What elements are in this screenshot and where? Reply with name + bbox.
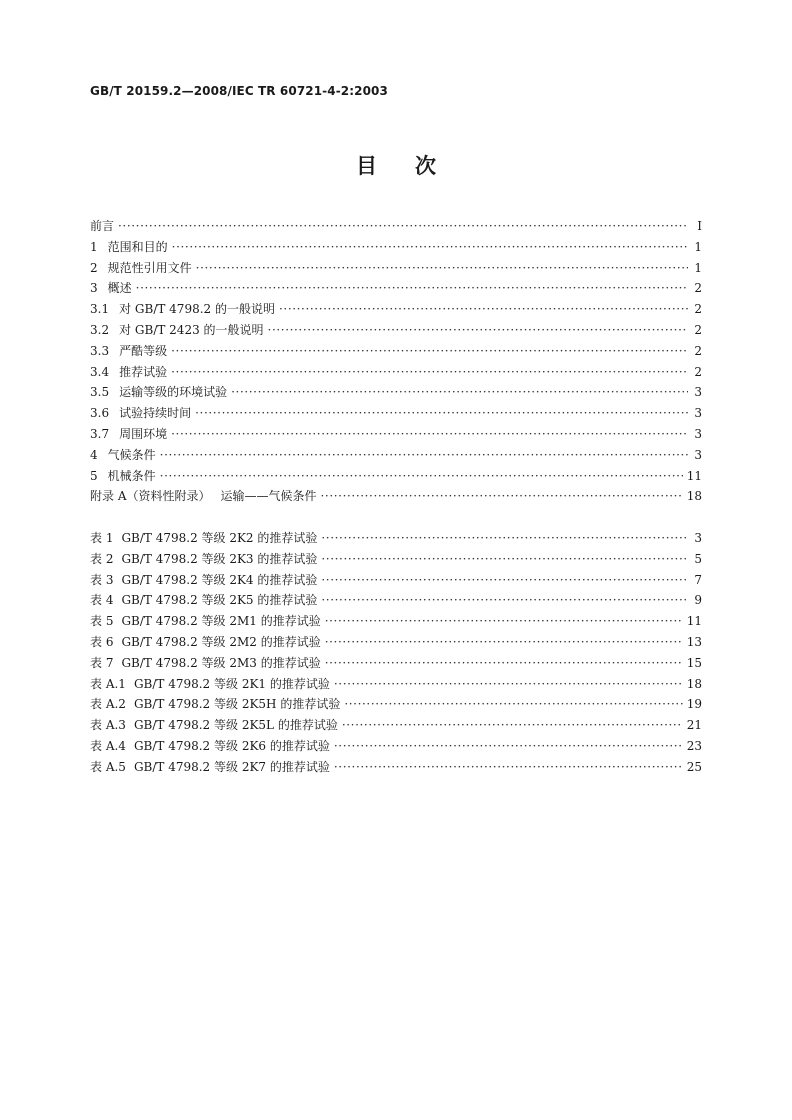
dot-leader	[118, 219, 688, 233]
entry-page-number: 23	[686, 738, 702, 753]
toc-entry[interactable]	[90, 300, 702, 321]
table-entry[interactable]	[90, 612, 702, 633]
toc-entry[interactable]	[90, 363, 702, 384]
entry-number: 表 2	[90, 551, 114, 566]
table-entry[interactable]	[90, 716, 702, 737]
entry-title: 气候条件	[107, 447, 156, 462]
entry-number: 表 5	[90, 614, 114, 629]
entry-page-number: 2	[694, 322, 702, 337]
dot-leader	[160, 448, 688, 462]
entry-number: 3.4	[90, 364, 110, 379]
entry-number: 表 A.3	[90, 718, 126, 733]
list-of-tables	[90, 529, 702, 779]
dot-leader	[171, 344, 688, 358]
entry-title: 规范性引用文件	[107, 260, 192, 275]
entry-title: GB/T 4798.2 等级 2M2 的推荐试验	[121, 634, 321, 649]
entry-page-number: 3	[694, 447, 702, 462]
entry-title: 推荐试验	[119, 364, 168, 379]
entry-title: GB/T 4798.2 等级 2K2 的推荐试验	[121, 531, 318, 545]
toc-entry[interactable]	[90, 425, 702, 446]
entry-number: 3.2	[90, 322, 110, 337]
entry-page-number: Ⅰ	[697, 219, 702, 233]
entry-page-number: 9	[694, 593, 702, 608]
table-entry[interactable]	[90, 591, 702, 612]
entry-title: 机械条件	[107, 468, 156, 483]
toc-entry[interactable]	[90, 342, 702, 363]
toc-entry[interactable]	[90, 383, 702, 404]
entry-number: 表 1	[90, 531, 114, 545]
entry-title: GB/T 4798.2 等级 2K6 的推荐试验	[133, 738, 330, 753]
entry-page-number: 13	[686, 634, 702, 649]
dot-leader	[231, 385, 688, 399]
entry-title: GB/T 4798.2 等级 2K5 的推荐试验	[121, 593, 318, 608]
dot-leader	[321, 593, 688, 607]
table-entry[interactable]	[90, 529, 702, 550]
entry-title: 严酷等级	[119, 343, 168, 358]
entry-page-number: 3	[694, 385, 702, 400]
entry-number: 3.3	[90, 343, 110, 358]
dot-leader	[171, 365, 688, 379]
dot-leader	[325, 656, 683, 670]
dot-leader	[279, 302, 688, 316]
toc-entry[interactable]	[90, 279, 702, 300]
entry-number: 4	[90, 447, 98, 462]
entry-page-number: 11	[686, 614, 702, 629]
toc-entry[interactable]	[90, 217, 702, 238]
page-title: 目次	[356, 154, 474, 178]
entry-title: 对 GB/T 2423 的一般说明	[119, 322, 264, 337]
entry-number: 3	[90, 281, 98, 296]
dot-leader	[321, 489, 683, 503]
entry-page-number: 21	[686, 718, 702, 733]
entry-number: 表 A.1	[90, 676, 126, 691]
entry-page-number: 2	[694, 281, 702, 296]
entry-page-number: 2	[694, 343, 702, 358]
table-entry[interactable]	[90, 675, 702, 696]
entry-page-number: 2	[694, 302, 702, 317]
entry-page-number: 11	[686, 468, 702, 483]
entry-page-number: 18	[686, 676, 702, 691]
entry-title: 试验持续时间	[119, 406, 192, 421]
dot-leader	[136, 281, 688, 295]
table-entry[interactable]	[90, 571, 702, 592]
entry-number: 3.1	[90, 302, 110, 317]
entry-number: 5	[90, 468, 98, 483]
entry-number: 2	[90, 260, 98, 275]
dot-leader	[321, 573, 688, 587]
toc-entry[interactable]	[90, 404, 702, 425]
document-id-header: GB/T 20159.2—2008/IEC TR 60721-4-2:2003	[90, 84, 388, 98]
entry-number: 1	[90, 239, 98, 254]
entry-title: GB/T 4798.2 等级 2K5L 的推荐试验	[133, 718, 338, 733]
entry-title: 运输——气候条件	[220, 489, 317, 504]
entry-page-number: 3	[694, 406, 702, 421]
toc-entry[interactable]	[90, 238, 702, 259]
dot-leader	[325, 614, 683, 628]
table-entry[interactable]	[90, 633, 702, 654]
entry-page-number: 2	[694, 364, 702, 379]
toc-entry[interactable]	[90, 321, 702, 342]
toc-entry[interactable]	[90, 446, 702, 467]
entry-number: 表 4	[90, 593, 114, 608]
table-of-contents	[90, 217, 702, 508]
entry-page-number: 1	[694, 239, 702, 254]
entry-page-number: 25	[686, 759, 702, 774]
dot-leader	[172, 240, 688, 254]
dot-leader	[334, 760, 683, 774]
entry-title: GB/T 4798.2 等级 2K4 的推荐试验	[121, 572, 318, 587]
toc-entry[interactable]	[90, 259, 702, 280]
entry-number: 3.6	[90, 406, 110, 421]
entry-number: 表 A.2	[90, 697, 126, 712]
table-entry[interactable]	[90, 737, 702, 758]
entry-title: GB/T 4798.2 等级 2M1 的推荐试验	[121, 614, 321, 629]
entry-title: 运输等级的环境试验	[119, 385, 228, 400]
entry-number: 3.7	[90, 426, 110, 441]
dot-leader	[171, 427, 688, 441]
dot-leader	[344, 697, 682, 711]
entry-title: GB/T 4798.2 等级 2M3 的推荐试验	[121, 655, 321, 670]
entry-title: GB/T 4798.2 等级 2K7 的推荐试验	[133, 759, 330, 774]
entry-number: 表 6	[90, 634, 114, 649]
entry-title: 概述	[107, 281, 132, 296]
entry-number: 前言	[90, 219, 115, 233]
dot-leader	[195, 406, 688, 420]
entry-page-number: 7	[694, 572, 702, 587]
entry-page-number: 15	[686, 655, 702, 670]
entry-page-number: 3	[694, 531, 702, 545]
entry-title: 范围和目的	[107, 239, 168, 254]
entry-number: 3.5	[90, 385, 110, 400]
entry-title: GB/T 4798.2 等级 2K3 的推荐试验	[121, 551, 318, 566]
table-entry[interactable]	[90, 654, 702, 675]
entry-title: GB/T 4798.2 等级 2K1 的推荐试验	[133, 676, 330, 691]
entry-title: GB/T 4798.2 等级 2K5H 的推荐试验	[133, 697, 341, 712]
table-entry[interactable]	[90, 758, 702, 779]
toc-entry[interactable]	[90, 467, 702, 488]
entry-page-number: 19	[686, 697, 702, 712]
entry-number: 表 3	[90, 572, 114, 587]
dot-leader	[160, 469, 683, 483]
entry-number: 表 A.5	[90, 759, 126, 774]
entry-page-number: 1	[694, 260, 702, 275]
entry-title: 对 GB/T 4798.2 的一般说明	[119, 302, 275, 317]
dot-leader	[334, 739, 683, 753]
toc-entry[interactable]	[90, 487, 702, 508]
dot-leader	[268, 323, 688, 337]
dot-leader	[321, 552, 688, 566]
table-entry[interactable]	[90, 550, 702, 571]
dot-leader	[325, 635, 683, 649]
dot-leader	[196, 261, 688, 275]
entry-number: 表 7	[90, 655, 114, 670]
entry-title: 周围环境	[119, 426, 168, 441]
entry-page-number: 3	[694, 426, 702, 441]
dot-leader	[342, 718, 683, 732]
table-entry[interactable]	[90, 695, 702, 716]
entry-number: 附录 A（资料性附录）	[90, 489, 211, 504]
entry-number: 表 A.4	[90, 738, 126, 753]
dot-leader	[334, 677, 683, 691]
entry-page-number: 5	[694, 551, 702, 566]
entry-page-number: 18	[686, 489, 702, 504]
dot-leader	[321, 531, 688, 545]
